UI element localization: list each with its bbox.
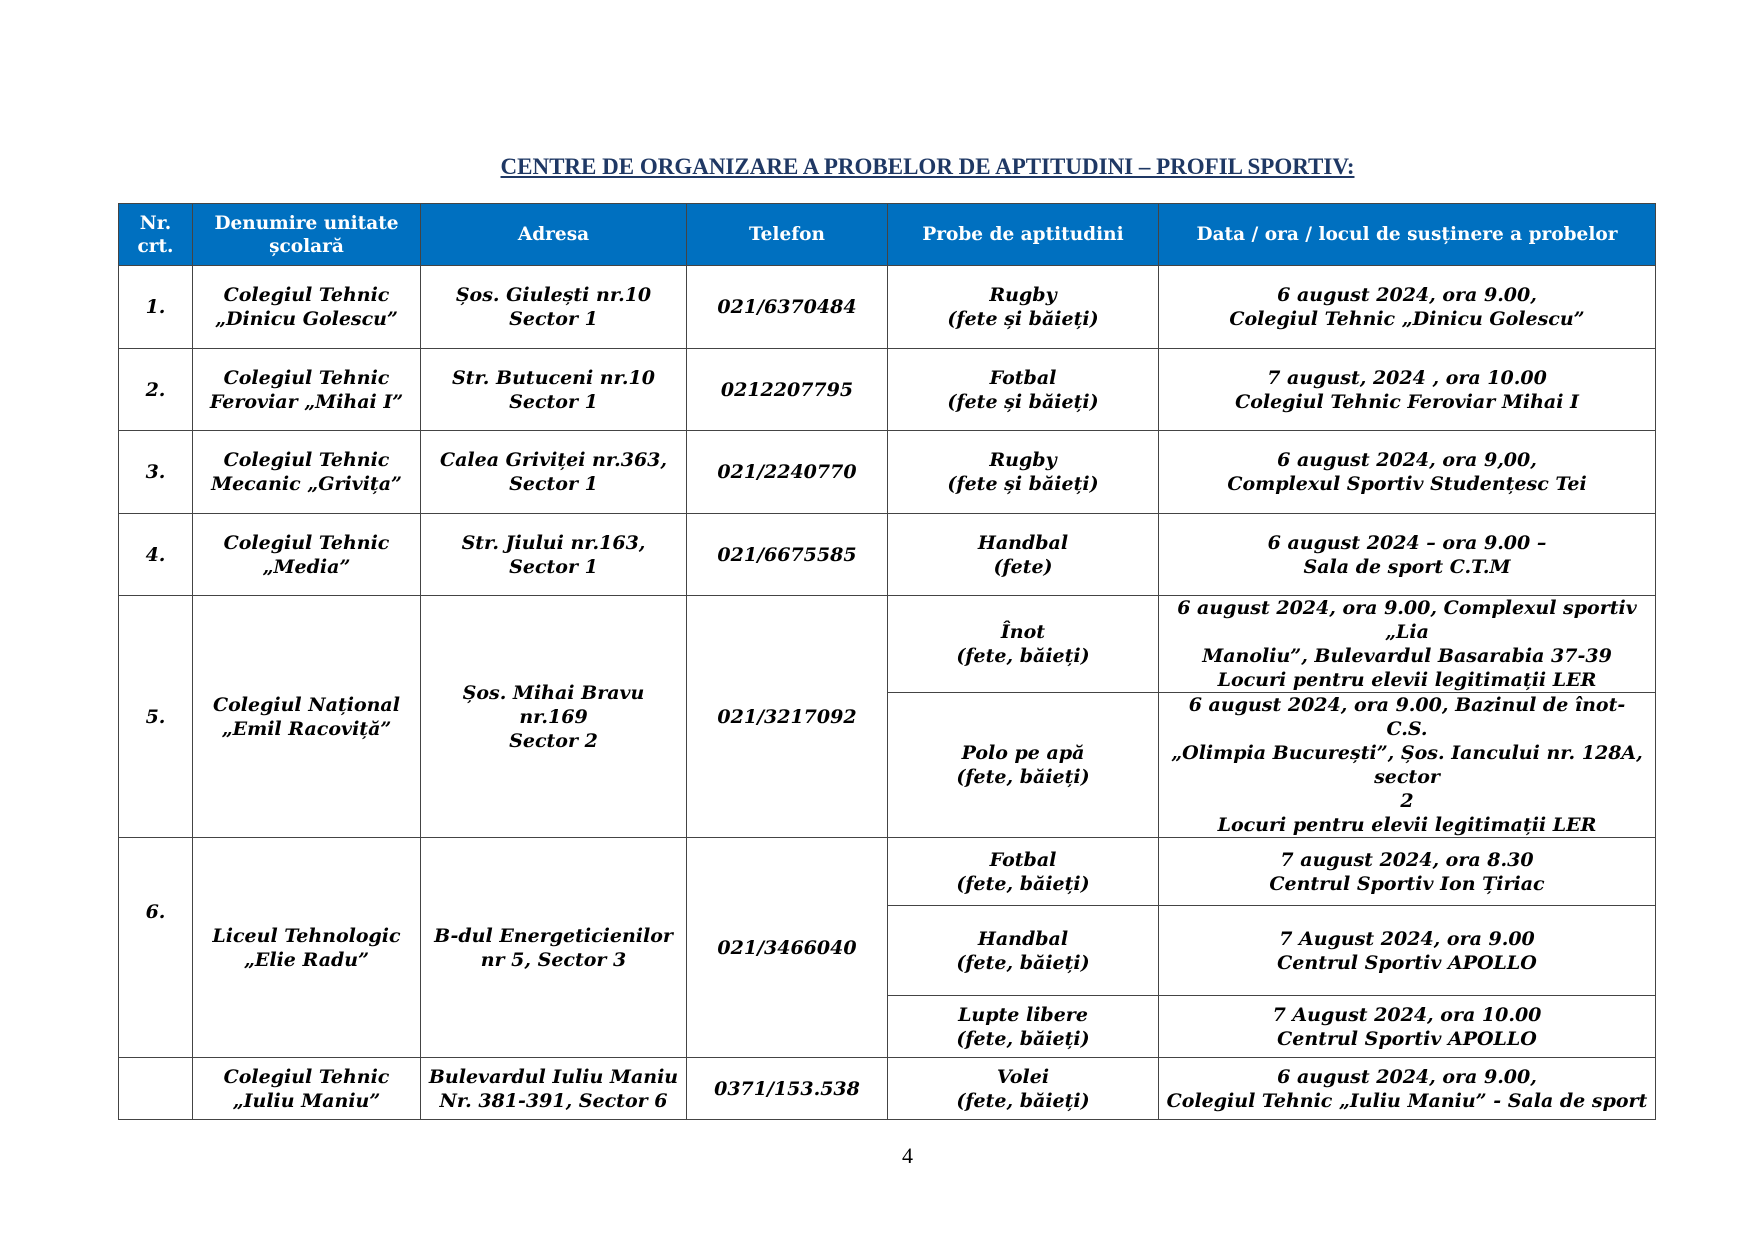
phone: 021/2240770 (687, 431, 888, 514)
header-unit: Denumire unitate școlară (193, 204, 421, 266)
schedule: 7 August 2024, ora 9.00 Centrul Sportiv APOLLO (1159, 906, 1656, 996)
phone: 021/6370484 (687, 266, 888, 349)
row-number: 5. (119, 596, 193, 838)
unit-name: Colegiul Tehnic „Iuliu Maniu” (193, 1058, 421, 1120)
test-name: Rugby (fete și băieți) (888, 431, 1159, 514)
test-name: Fotbal (fete și băieți) (888, 349, 1159, 431)
schedule: 6 august 2024, ora 9.00, Colegiul Tehnic „Iuliu Maniu” - Sala de sport (1159, 1058, 1656, 1120)
test-name: Lupte libere (fete, băieți) (888, 996, 1159, 1058)
table-row (119, 514, 1656, 596)
header-schedule: Data / ora / locul de susținere a probelor (1159, 204, 1656, 266)
phone: 0212207795 (687, 349, 888, 431)
address: Str. Butuceni nr.10 Sector 1 (421, 349, 687, 431)
schedule: 7 August 2024, ora 10.00 Centrul Sportiv APOLLO (1159, 996, 1656, 1058)
aptitude-centers-table (118, 203, 1656, 1120)
schedule: 7 august 2024, ora 8.30 Centrul Sportiv Ion Țiriac (1159, 838, 1656, 906)
test-name: Fotbal (fete, băieți) (888, 838, 1159, 906)
header-phone: Telefon (687, 204, 888, 266)
row-number: 6. (119, 838, 193, 1058)
row-number: 4. (119, 514, 193, 596)
phone: 021/3466040 (687, 838, 888, 1058)
header-address: Adresa (421, 204, 687, 266)
unit-name: Colegiul Tehnic „Dinicu Golescu” (193, 266, 421, 349)
schedule: 6 august 2024, ora 9.00, Colegiul Tehnic „Dinicu Golescu” (1159, 266, 1656, 349)
header-tests: Probe de aptitudini (888, 204, 1159, 266)
table-row (119, 266, 1656, 349)
page-title: CENTRE DE ORGANIZARE A PROBELOR DE APTITUDINI – PROFIL SPORTIV: (500, 154, 1355, 179)
unit-name: Colegiul Tehnic Mecanic „Grivița” (193, 431, 421, 514)
table-header-row (119, 204, 1656, 266)
row-number: 2. (119, 349, 193, 431)
unit-name: Liceul Tehnologic „Elie Radu” (193, 838, 421, 1058)
page-number: 4 (902, 1143, 913, 1168)
row-number: 3. (119, 431, 193, 514)
address: Calea Griviței nr.363, Sector 1 (421, 431, 687, 514)
test-name: Volei (fete, băieți) (888, 1058, 1159, 1120)
row-number: 1. (119, 266, 193, 349)
schedule: 6 august 2024, ora 9.00, Complexul sportiv „Lia Manoliu”, Bulevardul Basarabia 37-39 Locuri pentru elevii legitimații LER (1159, 596, 1656, 693)
address: B-dul Energeticienilor nr 5, Sector 3 (421, 838, 687, 1058)
address: Șos. Mihai Bravu nr.169 Sector 2 (421, 596, 687, 838)
schedule: 6 august 2024 – ora 9.00 – Sala de sport C.T.M (1159, 514, 1656, 596)
address: Șos. Giulești nr.10 Sector 1 (421, 266, 687, 349)
schedule: 7 august, 2024 , ora 10.00 Colegiul Tehnic Feroviar Mihai I (1159, 349, 1656, 431)
test-name: Handbal (fete) (888, 514, 1159, 596)
unit-name: Colegiul Tehnic Feroviar „Mihai I” (193, 349, 421, 431)
table-row (119, 431, 1656, 514)
phone: 0371/153.538 (687, 1058, 888, 1120)
table-row (119, 838, 1656, 906)
phone: 021/3217092 (687, 596, 888, 838)
schedule: 6 august 2024, ora 9,00, Complexul Sportiv Studențesc Tei (1159, 431, 1656, 514)
row-number (119, 1058, 193, 1120)
unit-name: Colegiul Tehnic „Media” (193, 514, 421, 596)
test-name: Înot (fete, băieți) (888, 596, 1159, 693)
table-row (119, 349, 1656, 431)
table-row (119, 1058, 1656, 1120)
schedule: 6 august 2024, ora 9.00, Bazinul de înot- C.S. „Olimpia București”, Șos. Iancului nr. 128A, sector 2 Locuri pentru elevii legitimații LER (1159, 693, 1656, 838)
header-nr: Nr. crt. (119, 204, 193, 266)
test-name: Polo pe apă (fete, băieți) (888, 693, 1159, 838)
test-name: Rugby (fete și băieți) (888, 266, 1159, 349)
address: Str. Jiului nr.163, Sector 1 (421, 514, 687, 596)
table-row (119, 596, 1656, 693)
unit-name: Colegiul Național „Emil Racoviță” (193, 596, 421, 838)
test-name: Handbal (fete, băieți) (888, 906, 1159, 996)
phone: 021/6675585 (687, 514, 888, 596)
address: Bulevardul Iuliu Maniu Nr. 381-391, Sector 6 (421, 1058, 687, 1120)
